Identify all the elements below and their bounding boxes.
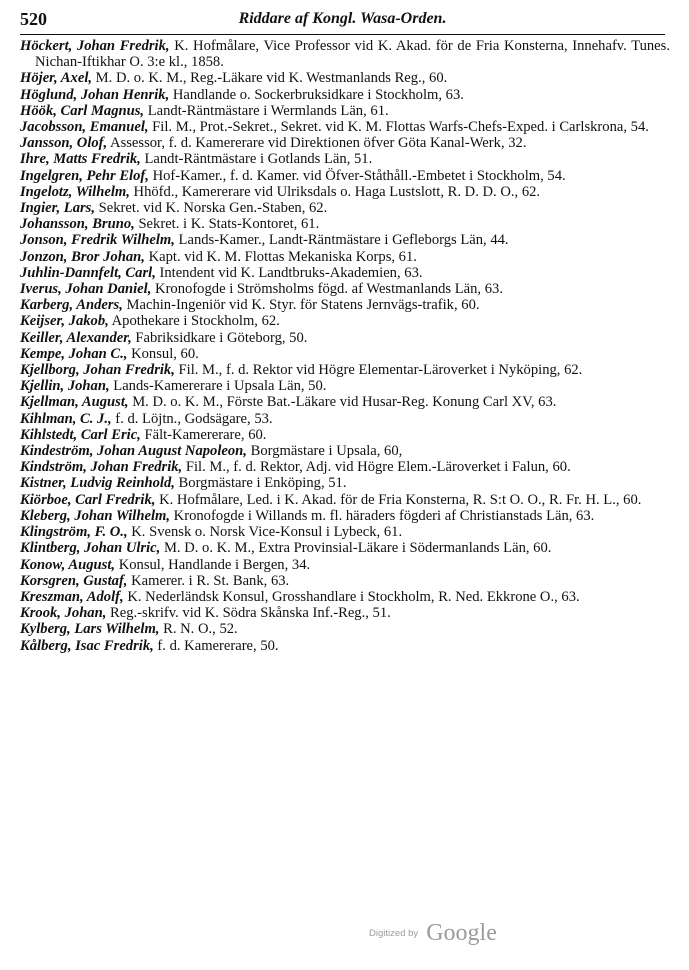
- entry-name: Kreszman, Adolf,: [20, 588, 124, 605]
- entry-description: Lands-Kamererare i Upsala Län, 50.: [109, 378, 327, 395]
- entry-description: Lands-Kamer., Landt-Räntmästare i Gefleborgs Län, 44.: [174, 232, 509, 249]
- entry-description: M. D. o. K. M., Extra Provinsial-Läkare i Södermanlands Län, 60.: [160, 540, 552, 557]
- entry-description: Intendent vid K. Landtbruks-Akademien, 63.: [155, 264, 423, 281]
- entry-name: Juhlin-Dannfelt, Carl,: [20, 264, 156, 281]
- entry-description: Konsul, 60.: [127, 345, 199, 362]
- list-item: [20, 621, 670, 637]
- entry-name: Kiörboe, Carl Fredrik,: [20, 491, 156, 508]
- entry-name: Kylberg, Lars Wilhelm,: [20, 621, 160, 638]
- list-item: [20, 524, 670, 540]
- entry-name: Klintberg, Johan Ulric,: [20, 540, 161, 557]
- list-item: [20, 411, 670, 427]
- entry-description: Hhöfd., Kamererare vid Ulriksdals o. Haga Lustslott, R. D. D. O., 62.: [129, 183, 541, 200]
- entry-name: Klingström, F. O.,: [20, 524, 128, 541]
- entry-description: K. Hofmålare, Led. i K. Akad. för de Fria Konsterna, R. S:t O. O., R. Fr. H. L., 60.: [155, 491, 642, 508]
- entry-name: Jonson, Fredrik Wilhelm,: [20, 232, 175, 249]
- list-item: [20, 362, 670, 378]
- entry-name: Karberg, Anders,: [20, 297, 123, 314]
- entry-description: Landt-Räntmästare i Wermlands Län, 61.: [144, 102, 389, 119]
- list-item: [20, 589, 670, 605]
- page-number: 520: [20, 9, 47, 29]
- list-item: [20, 297, 670, 313]
- entry-description: M. D. o. K. M., Förste Bat.-Läkare vid Husar-Reg. Konung Carl XV, 63.: [128, 394, 557, 411]
- list-item: [20, 249, 670, 265]
- entry-description: Fält-Kamererare, 60.: [140, 426, 267, 443]
- entry-description: Reg.-skrifv. vid K. Södra Skånska Inf.-Reg., 51.: [106, 605, 391, 622]
- list-item: [20, 573, 670, 589]
- list-item: [20, 427, 670, 443]
- list-item: [20, 508, 670, 524]
- entry-name: Höök, Carl Magnus,: [20, 102, 145, 119]
- running-title: Riddare af Kongl. Wasa-Orden.: [238, 10, 447, 27]
- entry-description: Hof-Kamer., f. d. Kamer. vid Öfver-Ståthåll.-Embetet i Stockholm, 54.: [148, 167, 566, 184]
- entry-name: Keiller, Alexander,: [20, 329, 132, 346]
- entry-description: Fabriksidkare i Göteborg, 50.: [131, 329, 308, 346]
- entry-name: Kindström, Johan Fredrik,: [20, 459, 183, 476]
- list-item: [20, 87, 670, 103]
- entry-description: Fil. M., f. d. Rektor vid Högre Elementar-Läroverket i Nyköping, 62.: [174, 362, 583, 379]
- entry-name: Keijser, Jakob,: [20, 313, 109, 330]
- list-item: [20, 70, 670, 86]
- entry-name: Krook, Johan,: [20, 605, 107, 622]
- page-header: [20, 8, 665, 35]
- entry-name: Kleberg, Johan Wilhelm,: [20, 507, 171, 524]
- entry-name: Kihlstedt, Carl Eric,: [20, 426, 141, 443]
- entry-description: Sekret. i K. Stats-Kontoret, 61.: [134, 216, 320, 233]
- entry-name: Ingier, Lars,: [20, 200, 96, 217]
- list-item: [20, 151, 670, 167]
- digitizer-logo: Google: [426, 920, 497, 946]
- entry-description: Kronofogde i Willands m. fl. häraders fögderi af Christianstads Län, 63.: [170, 507, 595, 524]
- entry-description: K. Svensk o. Norsk Vice-Konsul i Lybeck, 61.: [127, 524, 403, 541]
- entry-description: Fil. M., Prot.-Sekret., Sekret. vid K. M. Flottas Warfs-Chefs-Exped. i Carlskrona, 54.: [148, 119, 649, 136]
- list-item: [20, 232, 670, 248]
- entry-name: Kindeström, Johan August Napoleon,: [20, 443, 247, 460]
- entry-name: Konow, August,: [20, 556, 116, 573]
- entry-name: Iverus, Johan Daniel,: [20, 281, 152, 298]
- list-item: [20, 557, 670, 573]
- list-item: [20, 135, 670, 151]
- digitized-prefix: Digitized by: [369, 928, 419, 939]
- entry-name: Kistner, Ludvig Reinhold,: [20, 475, 175, 492]
- list-item: [20, 459, 670, 475]
- list-item: [20, 103, 670, 119]
- entry-description: Borgmästare i Upsala, 60,: [246, 443, 403, 460]
- entry-name: Höjer, Axel,: [20, 70, 93, 87]
- entry-description: Landt-Räntmästare i Gotlands Län, 51.: [140, 151, 373, 168]
- entry-description: Fil. M., f. d. Rektor, Adj. vid Högre Elem.-Läroverket i Falun, 60.: [182, 459, 571, 476]
- list-item: [20, 281, 670, 297]
- list-item: [20, 265, 670, 281]
- list-item: [20, 443, 670, 459]
- entry-name: Ihre, Matts Fredrik,: [20, 151, 141, 168]
- entry-name: Kjellman, August,: [20, 394, 129, 411]
- list-item: [20, 168, 670, 184]
- entry-name: Ingelgren, Pehr Elof,: [20, 167, 149, 184]
- entry-name: Höglund, Johan Henrik,: [20, 86, 170, 103]
- entry-name: Ingelotz, Wilhelm,: [20, 183, 130, 200]
- entry-description: f. d. Löjtn., Godsägare, 53.: [111, 410, 273, 427]
- entry-name: Kålberg, Isac Fredrik,: [20, 637, 154, 654]
- digitized-by-watermark: [369, 920, 497, 950]
- entry-description: Borgmästare i Enköping, 51.: [174, 475, 347, 492]
- list-item: [20, 475, 670, 491]
- list-item: [20, 38, 670, 70]
- entry-name: Kihlman, C. J.,: [20, 410, 112, 427]
- list-item: [20, 638, 670, 654]
- entry-description: R. N. O., 52.: [159, 621, 238, 638]
- entry-name: Kjellin, Johan,: [20, 378, 110, 395]
- list-item: [20, 492, 670, 508]
- entry-name: Jonzon, Bror Johan,: [20, 248, 145, 265]
- entry-description: M. D. o. K. M., Reg.-Läkare vid K. Westmanlands Reg., 60.: [92, 70, 448, 87]
- list-item: [20, 378, 670, 394]
- entry-description: Apothekare i Stockholm, 62.: [108, 313, 280, 330]
- entry-description: Kronofogde i Strömsholms fögd. af Westmanlands Län, 63.: [151, 281, 503, 298]
- list-item: [20, 394, 670, 410]
- entry-name: Jansson, Olof,: [20, 135, 108, 152]
- list-item: [20, 216, 670, 232]
- entry-name: Kempe, Johan C.,: [20, 345, 128, 362]
- entry-description: Assessor, f. d. Kamererare vid Direktionen öfver Göta Kanal-Werk, 32.: [107, 135, 527, 152]
- entry-name: Höckert, Johan Fredrik,: [20, 38, 170, 54]
- list-item: [20, 605, 670, 621]
- entry-description: Machin-Ingeniör vid K. Styr. för Statens Jernvägs-trafik, 60.: [122, 297, 480, 314]
- entry-name: Johansson, Bruno,: [20, 216, 135, 233]
- entry-name: Kjellborg, Johan Fredrik,: [20, 362, 175, 379]
- list-item: [20, 119, 670, 135]
- entry-description: Handlande o. Sockerbruksidkare i Stockholm, 63.: [169, 86, 464, 103]
- entry-description: Sekret. vid K. Norska Gen.-Staben, 62.: [95, 200, 328, 217]
- entry-description: K. Nederländsk Konsul, Grosshandlare i Stockholm, R. Ned. Ekkrone O., 63.: [123, 588, 580, 605]
- list-item: [20, 200, 670, 216]
- entry-name: Jacobsson, Emanuel,: [20, 119, 149, 136]
- list-item: [20, 540, 670, 556]
- entry-list: [20, 38, 670, 654]
- list-item: [20, 184, 670, 200]
- entry-description: Kamerer. i R. St. Bank, 63.: [127, 572, 290, 589]
- entry-description: Konsul, Handlande i Bergen, 34.: [115, 556, 311, 573]
- entry-name: Korsgren, Gustaf,: [20, 572, 128, 589]
- entry-description: f. d. Kamererare, 50.: [153, 637, 279, 654]
- list-item: [20, 313, 670, 329]
- list-item: [20, 330, 670, 346]
- entry-description: K. Hofmålare, Vice Professor vid K. Akad. för de Fria Konsterna, Innehafv. Tunes. Nichan-Iftikhar O. 3:e kl., 1858.: [35, 38, 670, 71]
- entry-description: Kapt. vid K. M. Flottas Mekaniska Korps, 61.: [144, 248, 417, 265]
- list-item: [20, 346, 670, 362]
